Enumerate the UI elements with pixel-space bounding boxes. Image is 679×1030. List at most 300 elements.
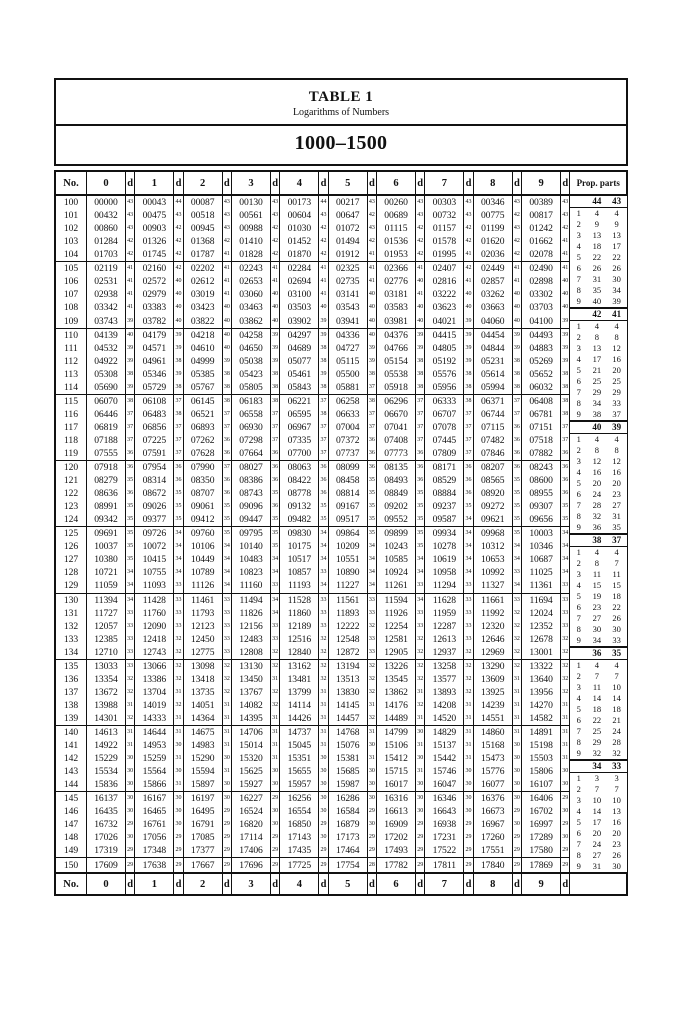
mantissa-cell: 15351 (280, 752, 319, 765)
difference-cell: 35 (561, 500, 570, 513)
difference-cell: 30 (319, 752, 328, 765)
mantissa-cell: 16286 (328, 792, 367, 806)
row-number: 108 (55, 301, 87, 314)
difference-cell: 39 (464, 328, 473, 342)
difference-cell: 40 (174, 301, 183, 314)
row-number: 113 (55, 368, 87, 381)
difference-cell: 31 (415, 686, 424, 699)
prop-parts-value: 24 (612, 726, 621, 736)
prop-parts-value: 4 (576, 467, 581, 477)
difference-cell: 35 (270, 527, 279, 541)
row-number: 103 (55, 235, 87, 248)
difference-cell: 34 (222, 540, 231, 553)
mantissa-cell: 01242 (522, 222, 561, 235)
mantissa-cell: 09202 (377, 500, 416, 513)
prop-parts-value: 4 (576, 354, 581, 364)
mantissa-cell: 17840 (473, 858, 512, 873)
mantissa-cell: 17114 (232, 831, 271, 844)
prop-parts-value: 24 (592, 839, 602, 849)
difference-cell: 34 (270, 607, 279, 620)
mantissa-cell: 02449 (473, 262, 512, 276)
difference-cell: 37 (270, 421, 279, 434)
mantissa-cell: 15746 (425, 765, 464, 778)
table-row (55, 620, 627, 633)
difference-cell: 32 (561, 673, 570, 686)
mantissa-cell: 06371 (473, 394, 512, 408)
mantissa-cell: 11193 (280, 579, 319, 593)
difference-cell: 34 (125, 593, 134, 607)
mantissa-cell: 05729 (135, 381, 174, 395)
prop-parts-value: 17 (592, 354, 602, 364)
difference-cell: 31 (512, 673, 521, 686)
mantissa-cell: 14922 (87, 739, 126, 752)
difference-cell: 34 (415, 566, 424, 579)
difference-cell: 34 (270, 593, 279, 607)
difference-cell: 31 (367, 725, 376, 739)
mantissa-cell: 05461 (280, 368, 319, 381)
difference-cell: 39 (319, 328, 328, 342)
prop-parts-value: 3 (576, 795, 581, 805)
difference-cell: 31 (125, 725, 134, 739)
difference-cell: 31 (561, 739, 570, 752)
table-row (55, 844, 627, 858)
prop-parts-value: 18 (612, 704, 621, 714)
mantissa-cell: 07078 (425, 421, 464, 434)
prop-parts-value: 3 (576, 343, 581, 353)
difference-cell: 39 (464, 355, 473, 368)
difference-cell: 31 (222, 739, 231, 752)
difference-cell: 37 (125, 408, 134, 421)
difference-cell: 29 (174, 831, 183, 844)
row-number: 136 (55, 673, 87, 686)
difference-cell: 30 (270, 765, 279, 778)
difference-cell: 31 (319, 699, 328, 712)
difference-cell: 40 (561, 301, 570, 314)
mantissa-cell: 13513 (328, 673, 367, 686)
difference-cell: 34 (125, 566, 134, 579)
row-number: 145 (55, 792, 87, 806)
mantissa-cell: 07225 (135, 434, 174, 447)
difference-cell: 40 (512, 314, 521, 328)
mantissa-cell: 08600 (522, 474, 561, 487)
prop-parts-value: 12 (592, 456, 602, 466)
prop-parts-head: 37 (607, 535, 627, 547)
difference-cell: 32 (415, 699, 424, 712)
footer-col: d (319, 873, 328, 895)
prop-parts-value: 3 (576, 230, 581, 240)
difference-cell: 32 (270, 699, 279, 712)
mantissa-cell: 08565 (473, 474, 512, 487)
mantissa-cell: 14426 (280, 712, 319, 726)
prop-parts-value: 8 (576, 285, 581, 295)
prop-parts-value: 30 (612, 624, 621, 634)
difference-cell: 33 (270, 579, 279, 593)
difference-cell: 43 (561, 209, 570, 222)
mantissa-cell: 05994 (473, 381, 512, 395)
difference-cell: 36 (512, 461, 521, 475)
difference-cell: 34 (270, 553, 279, 566)
footer-col: d (415, 873, 424, 895)
mantissa-cell: 01578 (425, 235, 464, 248)
difference-cell: 38 (415, 368, 424, 381)
difference-cell: 39 (464, 342, 473, 355)
difference-cell: 40 (464, 288, 473, 301)
mantissa-cell: 00988 (232, 222, 271, 235)
mantissa-cell: 15442 (425, 752, 464, 765)
prop-parts-row (570, 398, 626, 409)
footer-col: 8 (473, 873, 512, 895)
table-row (55, 725, 627, 739)
footer-col: 4 (280, 873, 319, 895)
difference-cell: 42 (415, 222, 424, 235)
difference-cell: 32 (415, 673, 424, 686)
difference-cell: 42 (464, 262, 473, 276)
mantissa-cell: 13322 (522, 659, 561, 673)
difference-cell: 43 (367, 195, 376, 209)
mantissa-cell: 08386 (232, 474, 271, 487)
mantissa-cell: 14860 (473, 725, 512, 739)
prop-parts-table (570, 648, 626, 759)
mantissa-cell: 15594 (183, 765, 222, 778)
prop-parts-value: 34 (592, 635, 602, 645)
difference-cell: 31 (367, 699, 376, 712)
difference-cell: 29 (222, 818, 231, 831)
difference-cell: 39 (125, 314, 134, 328)
difference-cell: 42 (174, 262, 183, 276)
difference-cell: 43 (415, 209, 424, 222)
difference-cell: 37 (415, 408, 424, 421)
mantissa-cell: 16495 (183, 805, 222, 818)
difference-cell: 31 (174, 725, 183, 739)
difference-cell: 31 (561, 699, 570, 712)
difference-cell: 33 (512, 593, 521, 607)
difference-cell: 30 (415, 778, 424, 792)
difference-cell: 38 (319, 355, 328, 368)
mantissa-cell: 08279 (87, 474, 126, 487)
footer-col: 7 (425, 873, 464, 895)
row-number: 133 (55, 633, 87, 646)
mantissa-cell: 10072 (135, 540, 174, 553)
mantissa-cell: 17869 (522, 858, 561, 873)
prop-parts-value: 27 (592, 850, 602, 860)
row-number: 147 (55, 818, 87, 831)
mantissa-cell: 02612 (183, 275, 222, 288)
mantissa-cell: 08171 (425, 461, 464, 475)
difference-cell: 30 (174, 792, 183, 806)
mantissa-cell: 00260 (377, 195, 416, 209)
mantissa-cell: 01745 (135, 248, 174, 262)
mantissa-cell: 12483 (232, 633, 271, 646)
difference-cell: 36 (222, 474, 231, 487)
difference-cell: 29 (464, 831, 473, 844)
difference-cell: 36 (561, 487, 570, 500)
mantissa-cell: 12123 (183, 620, 222, 633)
mantissa-cell: 04999 (183, 355, 222, 368)
mantissa-cell: 02653 (232, 275, 271, 288)
difference-cell: 36 (125, 447, 134, 461)
mantissa-cell: 10346 (522, 540, 561, 553)
prop-parts-value: 20 (612, 478, 621, 488)
difference-cell: 31 (319, 686, 328, 699)
difference-cell: 29 (512, 844, 521, 858)
difference-cell: 31 (464, 725, 473, 739)
mantissa-cell: 17522 (425, 844, 464, 858)
difference-cell: 33 (367, 607, 376, 620)
difference-cell: 37 (464, 434, 473, 447)
mantissa-cell: 15806 (522, 765, 561, 778)
mantissa-cell: 07664 (232, 447, 271, 461)
logarithm-table (54, 170, 628, 896)
mantissa-cell: 17609 (87, 858, 126, 873)
difference-cell: 38 (561, 408, 570, 421)
difference-cell: 33 (319, 593, 328, 607)
header-col: d (222, 171, 231, 195)
difference-cell: 29 (512, 805, 521, 818)
prop-parts-table (570, 196, 626, 307)
difference-cell: 42 (270, 222, 279, 235)
difference-cell: 29 (222, 858, 231, 873)
prop-parts-row (570, 285, 626, 296)
prop-parts-block (570, 196, 626, 309)
prop-parts-row (570, 230, 626, 241)
prop-parts-value: 22 (592, 252, 602, 262)
mantissa-cell: 14829 (425, 725, 464, 739)
difference-cell: 38 (512, 355, 521, 368)
mantissa-cell: 02078 (522, 248, 561, 262)
difference-cell: 37 (174, 447, 183, 461)
prop-parts-row (570, 274, 626, 285)
table-row (55, 342, 627, 355)
mantissa-cell: 15198 (522, 739, 561, 752)
mantissa-cell: 01326 (135, 235, 174, 248)
mantissa-cell: 17696 (232, 858, 271, 873)
mantissa-cell: 12024 (522, 607, 561, 620)
prop-parts-value: 6 (576, 602, 581, 612)
mantissa-cell: 12710 (87, 646, 126, 660)
mantissa-cell: 00604 (280, 209, 319, 222)
row-number: 109 (55, 314, 87, 328)
row-number: 124 (55, 513, 87, 527)
mantissa-cell: 04336 (328, 328, 367, 342)
difference-cell: 39 (415, 342, 424, 355)
mantissa-cell: 14644 (135, 725, 174, 739)
difference-cell: 36 (319, 461, 328, 475)
difference-cell: 42 (319, 248, 328, 262)
difference-cell: 40 (125, 328, 134, 342)
difference-cell: 35 (367, 474, 376, 487)
mantissa-cell: 17551 (473, 844, 512, 858)
difference-cell: 31 (464, 739, 473, 752)
difference-cell: 35 (512, 474, 521, 487)
table-row (55, 831, 627, 844)
mantissa-cell: 04961 (135, 355, 174, 368)
mantissa-cell: 11327 (473, 579, 512, 593)
difference-cell: 37 (222, 408, 231, 421)
mantissa-cell: 14176 (377, 699, 416, 712)
mantissa-cell: 13130 (232, 659, 271, 673)
difference-cell: 29 (464, 818, 473, 831)
table-row (55, 500, 627, 513)
mantissa-cell: 13672 (87, 686, 126, 699)
header-col: d (174, 171, 183, 195)
difference-cell: 33 (367, 593, 376, 607)
difference-cell: 30 (464, 778, 473, 792)
mantissa-cell: 04883 (522, 342, 561, 355)
prop-parts-value: 8 (576, 511, 581, 521)
difference-cell: 43 (222, 222, 231, 235)
difference-cell: 30 (512, 739, 521, 752)
difference-cell: 36 (512, 434, 521, 447)
row-number: 100 (55, 195, 87, 209)
prop-parts-value: 22 (612, 602, 621, 612)
difference-cell: 31 (561, 712, 570, 726)
row-number: 140 (55, 725, 87, 739)
prop-parts-value: 1 (576, 434, 581, 444)
difference-cell: 40 (222, 328, 231, 342)
difference-cell: 35 (125, 553, 134, 566)
row-number: 125 (55, 527, 87, 541)
difference-cell: 33 (222, 607, 231, 620)
mantissa-cell: 12385 (87, 633, 126, 646)
mantissa-cell: 07335 (280, 434, 319, 447)
prop-parts-row (570, 332, 626, 343)
mantissa-cell: 04021 (425, 314, 464, 328)
difference-cell: 43 (415, 195, 424, 209)
mantissa-cell: 13354 (87, 673, 126, 686)
difference-cell: 34 (415, 593, 424, 607)
prop-parts-table (570, 535, 626, 646)
difference-cell: 36 (367, 434, 376, 447)
mantissa-cell: 07954 (135, 461, 174, 475)
difference-cell: 32 (367, 673, 376, 686)
difference-cell: 32 (561, 646, 570, 660)
row-number: 114 (55, 381, 87, 395)
mantissa-cell: 17667 (183, 858, 222, 873)
row-number: 128 (55, 566, 87, 579)
difference-cell: 29 (174, 858, 183, 873)
prop-parts-head: 40 (587, 422, 607, 434)
mantissa-cell: 13956 (522, 686, 561, 699)
mantissa-cell: 15076 (328, 739, 367, 752)
mantissa-cell: 14208 (425, 699, 464, 712)
difference-cell: 36 (222, 434, 231, 447)
mantissa-cell: 06408 (522, 394, 561, 408)
prop-parts-value: 8 (576, 624, 581, 634)
mantissa-cell: 01703 (87, 248, 126, 262)
table-title: TABLE 1 (308, 89, 374, 105)
mantissa-cell: 08350 (183, 474, 222, 487)
mantissa-cell: 10209 (328, 540, 367, 553)
row-number: 115 (55, 394, 87, 408)
mantissa-cell: 05077 (280, 355, 319, 368)
difference-cell: 32 (512, 607, 521, 620)
prop-parts-value: 20 (612, 365, 621, 375)
prop-parts-value: 4 (614, 547, 619, 557)
difference-cell: 30 (367, 818, 376, 831)
difference-cell: 32 (512, 659, 521, 673)
table-header-row (55, 171, 627, 195)
difference-cell: 38 (367, 368, 376, 381)
header-col: d (512, 171, 521, 195)
prop-parts-value: 16 (612, 467, 621, 477)
row-number: 112 (55, 355, 87, 368)
mantissa-cell: 15014 (232, 739, 271, 752)
mantissa-cell: 08849 (377, 487, 416, 500)
difference-cell: 41 (464, 275, 473, 288)
mantissa-cell: 09691 (87, 527, 126, 541)
prop-parts-row (570, 321, 626, 333)
prop-parts-value: 29 (612, 387, 621, 397)
mantissa-cell: 06707 (425, 408, 464, 421)
difference-cell: 31 (464, 712, 473, 726)
mantissa-cell: 07846 (473, 447, 512, 461)
difference-cell: 43 (464, 195, 473, 209)
table-row (55, 765, 627, 778)
difference-cell: 31 (270, 725, 279, 739)
prop-parts-row (570, 522, 626, 533)
mantissa-cell: 00945 (183, 222, 222, 235)
prop-parts-row (570, 624, 626, 635)
table-row (55, 739, 627, 752)
difference-cell: 32 (561, 633, 570, 646)
mantissa-cell: 16791 (183, 818, 222, 831)
mantissa-cell: 09899 (377, 527, 416, 541)
prop-parts-table (570, 309, 626, 420)
difference-cell: 39 (319, 368, 328, 381)
difference-cell: 40 (319, 301, 328, 314)
difference-cell: 36 (125, 461, 134, 475)
difference-cell: 31 (125, 739, 134, 752)
mantissa-cell: 17493 (377, 844, 416, 858)
mantissa-cell: 04610 (183, 342, 222, 355)
footer-col: d (222, 873, 231, 895)
difference-cell: 30 (415, 805, 424, 818)
mantissa-cell: 03623 (425, 301, 464, 314)
difference-cell: 36 (464, 487, 473, 500)
prop-parts-value: 23 (612, 839, 621, 849)
mantissa-cell: 13194 (328, 659, 367, 673)
difference-cell: 37 (512, 408, 521, 421)
mantissa-cell: 17231 (425, 831, 464, 844)
prop-parts-value: 3 (594, 773, 600, 783)
mantissa-cell: 16435 (87, 805, 126, 818)
mantissa-cell: 03141 (328, 288, 367, 301)
mantissa-cell: 15290 (183, 752, 222, 765)
difference-cell: 41 (464, 248, 473, 262)
mantissa-cell: 05231 (473, 355, 512, 368)
mantissa-cell: 05805 (232, 381, 271, 395)
prop-parts-row (570, 591, 626, 602)
header-col: 3 (232, 171, 271, 195)
difference-cell: 30 (415, 792, 424, 806)
mantissa-cell: 16613 (377, 805, 416, 818)
mantissa-cell: 07115 (473, 421, 512, 434)
difference-cell: 34 (319, 527, 328, 541)
difference-cell: 30 (415, 725, 424, 739)
header-col: d (125, 171, 134, 195)
difference-cell: 43 (464, 209, 473, 222)
row-number: 132 (55, 620, 87, 633)
mantissa-cell: 03663 (473, 301, 512, 314)
mantissa-cell: 16137 (87, 792, 126, 806)
mantissa-cell: 10890 (328, 566, 367, 579)
mantissa-cell: 08707 (183, 487, 222, 500)
mantissa-cell: 10140 (232, 540, 271, 553)
mantissa-cell: 00000 (87, 195, 126, 209)
prop-parts-row (570, 715, 626, 726)
difference-cell: 33 (125, 633, 134, 646)
prop-parts-value: 5 (576, 365, 581, 375)
